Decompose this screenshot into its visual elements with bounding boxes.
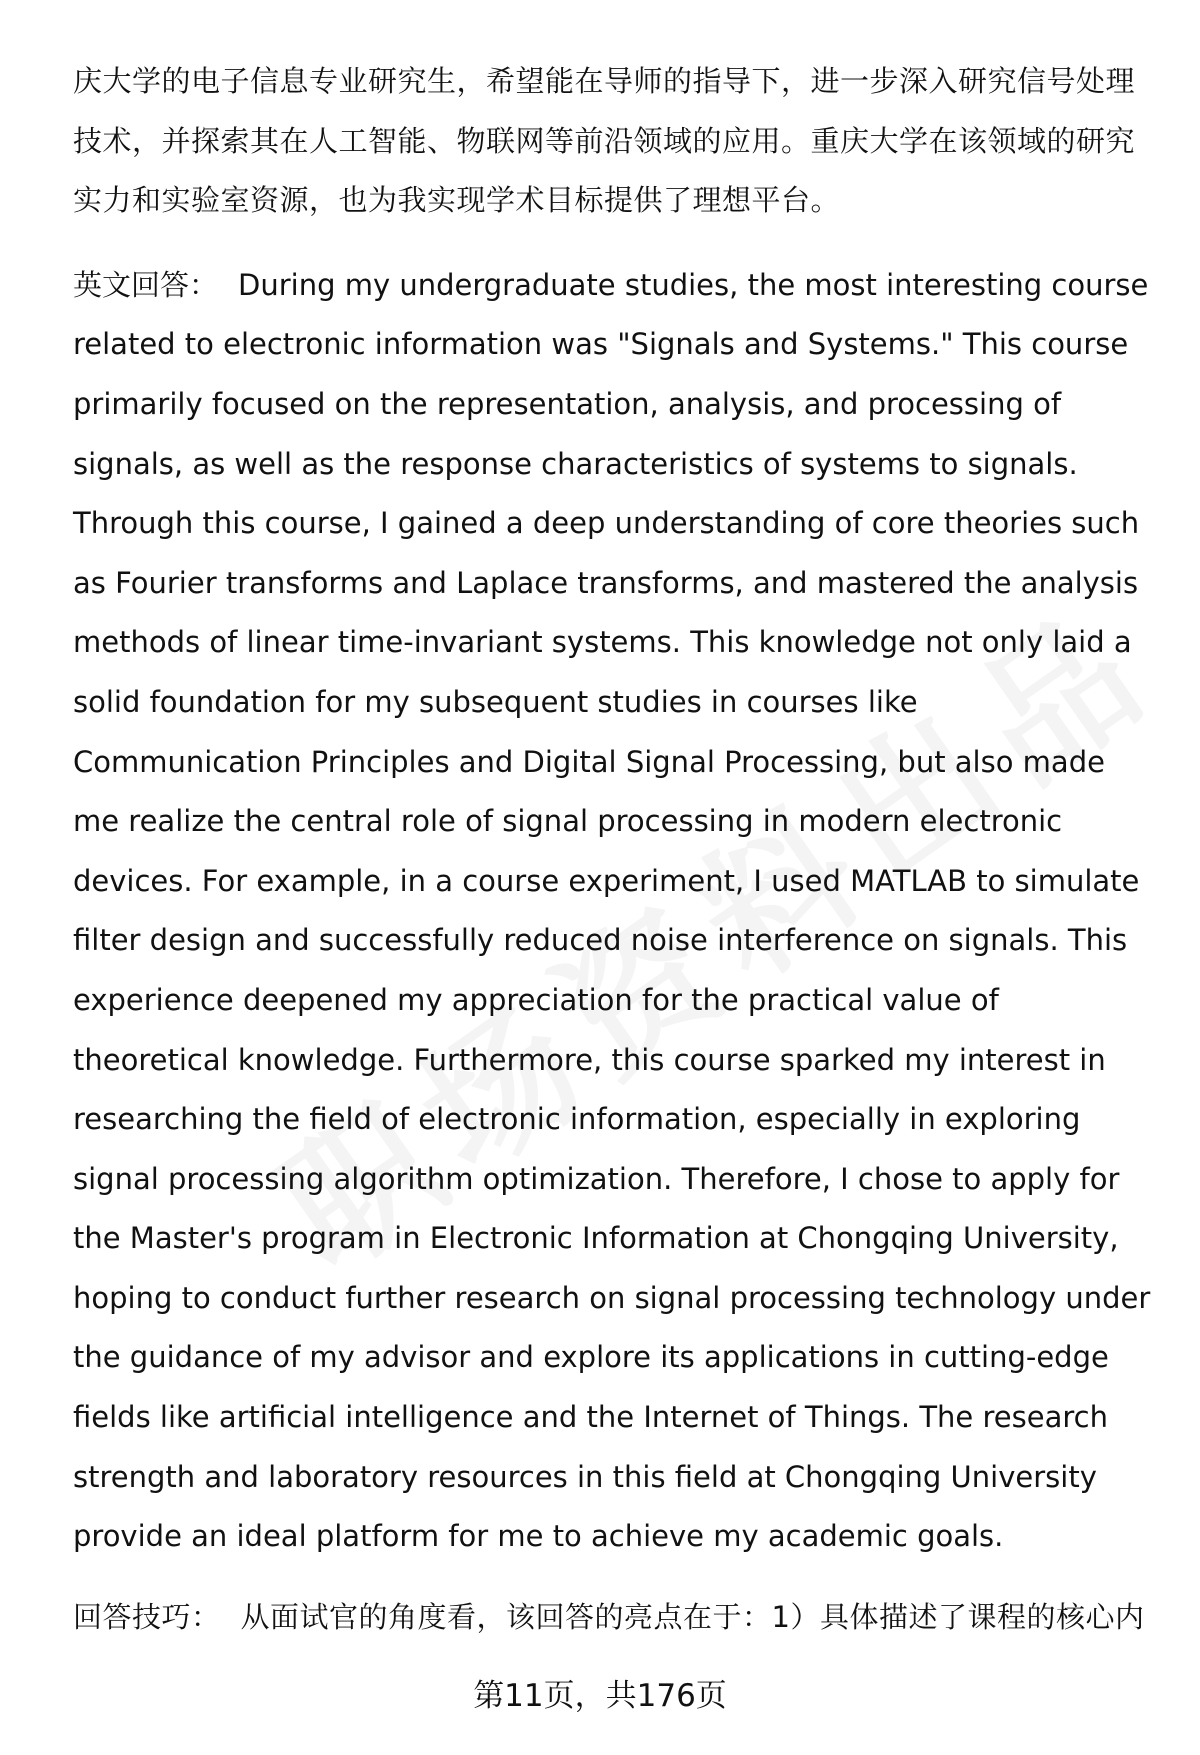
- english-answer-label: 英文回答：: [73, 267, 219, 302]
- page-number: 第11页，共176页: [473, 1678, 727, 1714]
- english-answer-text: During my undergraduate studies, the most interesting course related to electronic information was "Signals and Systems." This course primarily focused on the representation, analysis, and processing of signals, as well as the response characteristics of systems to signals. Through this course, I gained a deep understanding of core theories such as Fourier transforms and Laplace transforms, and mastered the analysis methods of linear time-invariant systems. This knowledge not only laid a solid foundation for my subsequent studies in courses like Communication Principles and Digital Signal Processing, but also made me realize the central role of signal processing in modern electronic devices. For example, in a course experiment, I used MATLAB to simulate filter design and successfully reduced noise interference on signals. This experience deepened my appreciation for the practical value of theoretical knowledge. Furthermore, this course sparked my interest in researching the field of electronic information, especially in exploring signal processing algorithm optimization. Therefore, I chose to apply for the Master's program in Electronic Information at Chongqing University, hoping to conduct further research on signal processing technology under the guidance of my advisor and explore its applications in cutting-edge fields like artificial intelligence and the Internet of Things. The research strength and laboratory resources in this field at Chongqing University provide an ideal platform for me to achieve my academic goals.: [73, 267, 1151, 1554]
- tips-label: 回答技巧：: [73, 1599, 221, 1634]
- tips-text: 从面试官的角度看，该回答的亮点在于：1）具体描述了课程的核心内: [240, 1599, 1145, 1634]
- english-answer-paragraph: [73, 256, 1153, 1567]
- tips-paragraph: [73, 1588, 1153, 1648]
- intro-paragraph: 庆大学的电子信息专业研究生，希望能在导师的指导下，进一步深入研究信号处理技术，并探索其在人工智能、物联网等前沿领域的应用。重庆大学在该领域的研究实力和实验室资源，也为我实现学术目标提供了理想平台。: [73, 64, 1136, 218]
- page-content: [73, 52, 1153, 1647]
